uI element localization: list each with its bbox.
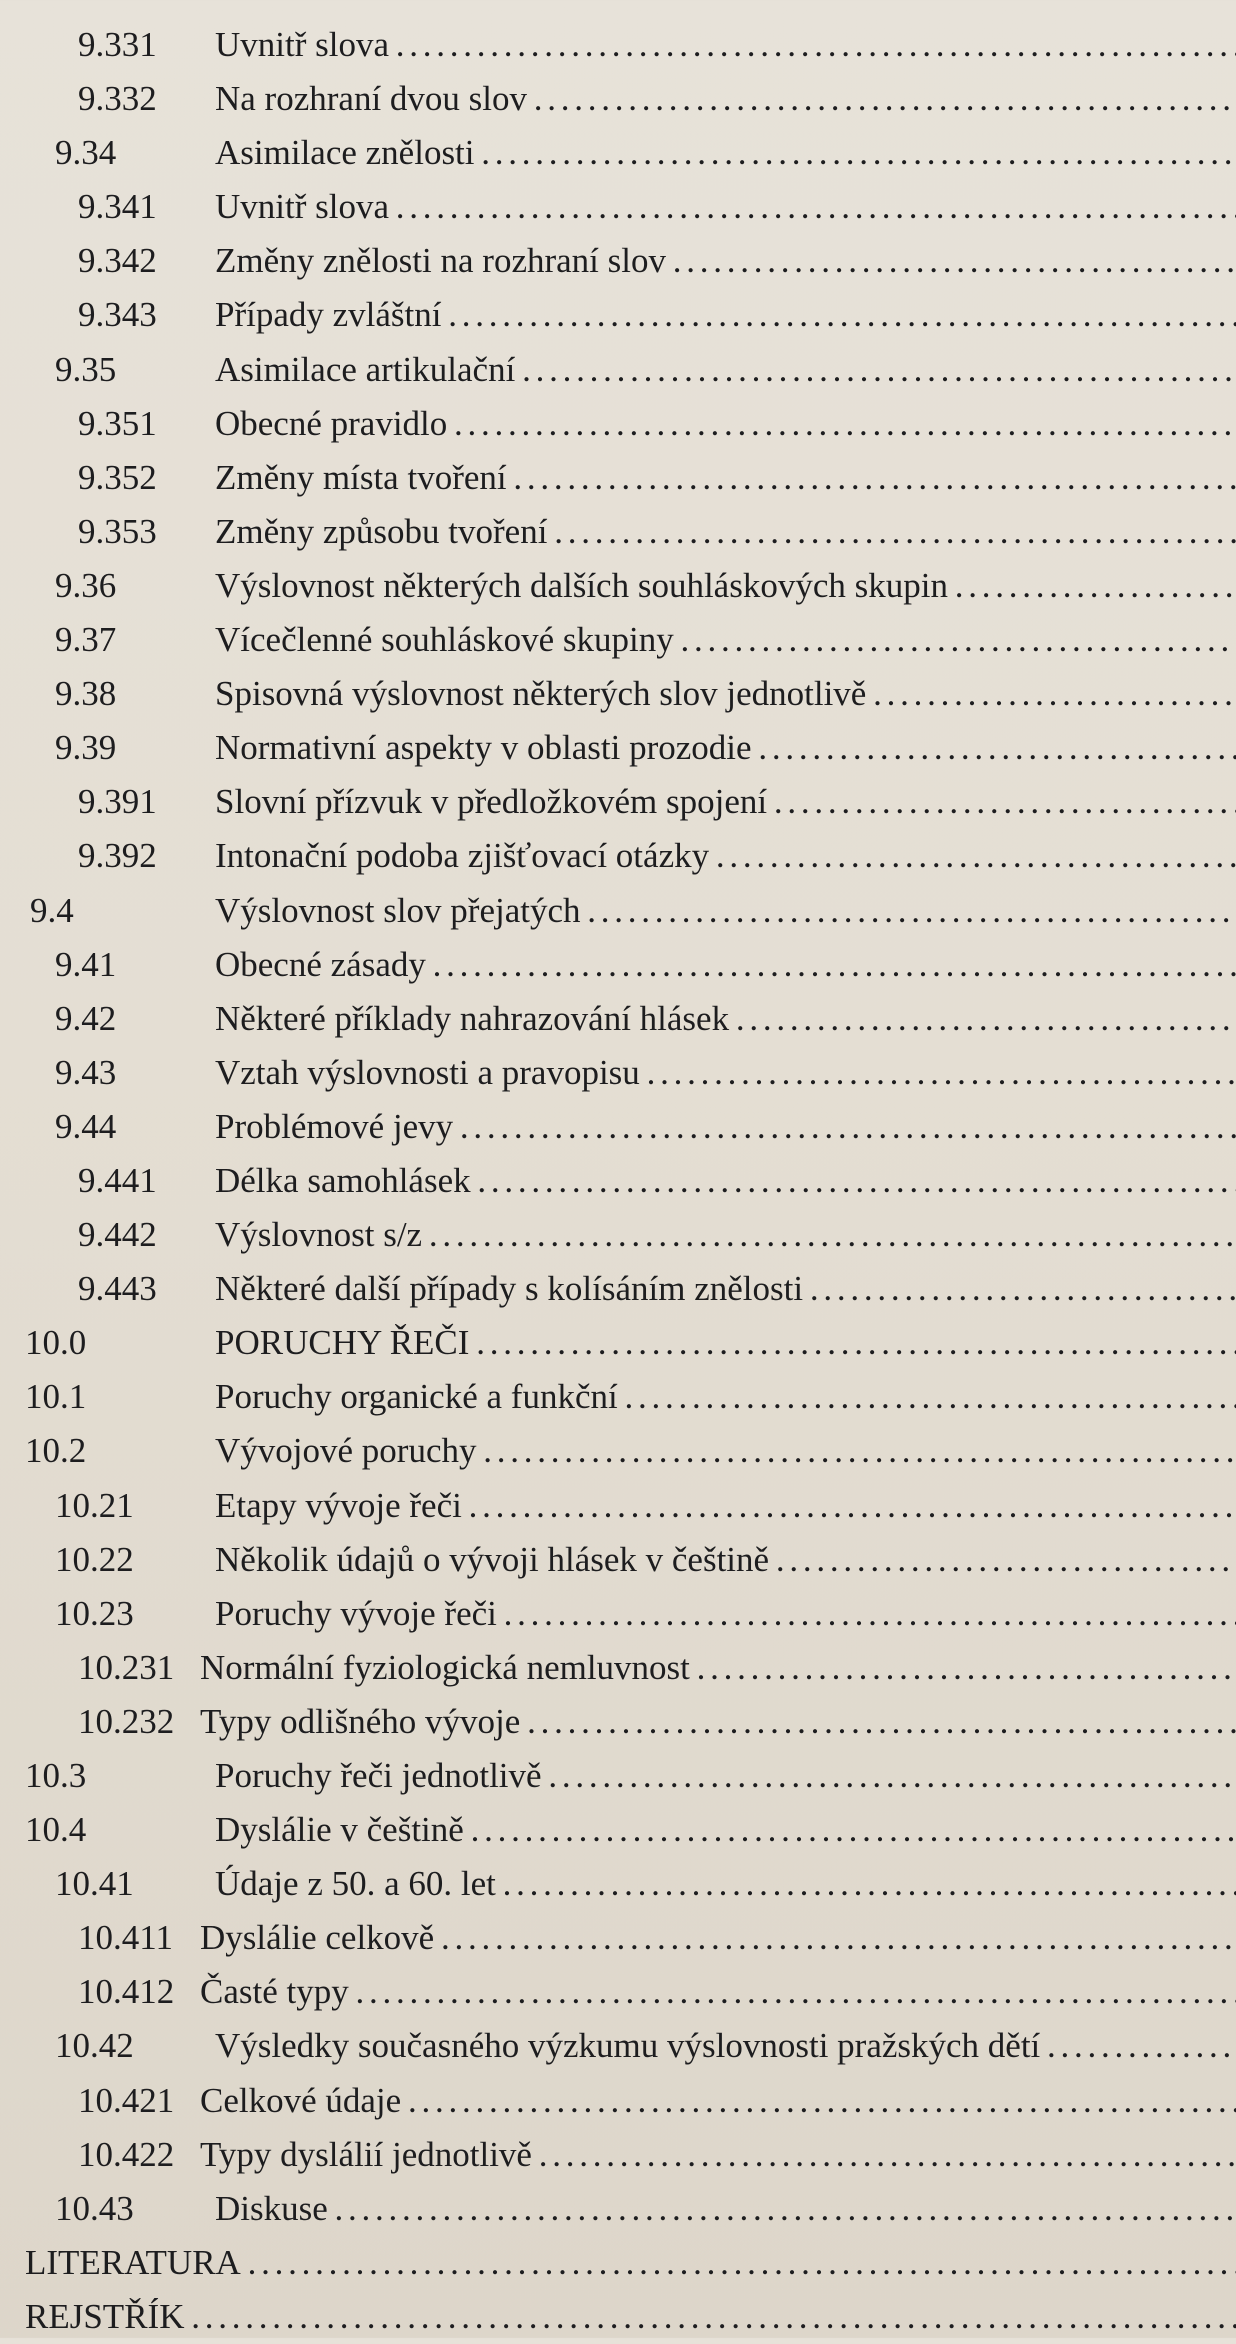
toc-entry <box>0 72 1236 126</box>
toc-title: PORUCHY ŘEČI . . . <box>215 1316 1236 1370</box>
toc-number: 9.341 <box>78 187 157 227</box>
toc-number: 9.391 <box>78 782 157 822</box>
toc-title: Problémové jevy . . . <box>215 1100 1236 1154</box>
toc-entry <box>0 2019 1236 2073</box>
toc-entry <box>0 1587 1236 1641</box>
toc-number: 10.3 <box>25 1756 87 1795</box>
toc-title: Dyslálie celkově . . . <box>200 1911 1236 1965</box>
toc-number: 9.37 <box>55 620 117 660</box>
toc-title: Asimilace artikulační . . . <box>215 343 1236 397</box>
toc-entry <box>0 1857 1236 1911</box>
toc-entry <box>0 1154 1236 1208</box>
toc-title: Časté typy . . . <box>200 1965 1236 2019</box>
toc-title: Obecné zásady . . . <box>215 938 1236 992</box>
toc-title: REJSTŘÍK . . . <box>25 2290 1236 2344</box>
toc-number: 9.353 <box>78 511 157 551</box>
toc-number: 9.39 <box>55 728 117 768</box>
toc-title: Vícečlenné souhláskové skupiny . . . <box>215 613 1236 667</box>
toc-number: 9.441 <box>78 1160 157 1200</box>
toc-entry <box>0 1262 1236 1316</box>
toc-number: 9.34 <box>55 133 117 173</box>
toc-number: 10.22 <box>55 1539 134 1579</box>
toc-number: 9.41 <box>55 944 117 984</box>
toc-title: Výsledky současného výzkumu výslovnosti pražských dětí . . . <box>215 2019 1236 2073</box>
toc-number: 9.351 <box>78 403 157 443</box>
toc-title: Uvnitř slova . . . <box>215 180 1236 234</box>
toc-entry <box>0 829 1236 883</box>
toc-number: 9.44 <box>55 1106 117 1146</box>
toc-entry <box>0 505 1236 559</box>
toc-title: Celkové údaje . . . <box>200 2074 1236 2128</box>
toc-entry <box>0 288 1236 342</box>
toc-number: 9.442 <box>78 1215 157 1255</box>
toc-entry <box>0 2074 1236 2128</box>
toc-title: Etapy vývoje řeči . . . <box>215 1479 1236 1533</box>
toc-title: Změny místa tvoření . . . <box>215 451 1236 505</box>
toc-title: Několik údajů o vývoji hlásek v češtině . . . <box>215 1533 1236 1587</box>
toc-entry <box>0 667 1236 721</box>
toc-entry <box>0 938 1236 992</box>
toc-entry <box>0 18 1236 72</box>
toc-title: Některé příklady nahrazování hlásek . . . <box>215 992 1236 1046</box>
toc-title: Změny znělosti na rozhraní slov . . . <box>215 234 1236 288</box>
toc-title: Typy dyslálií jednotlivě . . . <box>200 2128 1236 2182</box>
toc-entry <box>0 234 1236 288</box>
toc-title: Spisovná výslovnost některých slov jednotlivě . . . <box>215 667 1236 721</box>
toc-entry <box>0 180 1236 234</box>
toc-title: Na rozhraní dvou slov . . . <box>215 72 1236 126</box>
toc-title: Poruchy organické a funkční . . . <box>215 1370 1236 1424</box>
toc-entry <box>0 1695 1236 1749</box>
toc-entry <box>0 1479 1236 1533</box>
toc-number: 9.43 <box>55 1052 117 1092</box>
toc-title: Asimilace znělosti . . . <box>215 126 1236 180</box>
toc-entry <box>0 1911 1236 1965</box>
toc-number: 9.332 <box>78 79 157 119</box>
toc-entry <box>0 1533 1236 1587</box>
toc-title: Poruchy vývoje řeči . . . <box>215 1587 1236 1641</box>
toc-entry <box>0 1749 1236 1803</box>
toc-title: Slovní přízvuk v předložkovém spojení . . . <box>215 775 1236 829</box>
toc-title: Vztah výslovnosti a pravopisu . . . <box>215 1046 1236 1100</box>
toc-entry <box>0 992 1236 1046</box>
toc-number: 10.232 <box>78 1701 175 1741</box>
toc-entry <box>0 1208 1236 1262</box>
toc-number: 9.35 <box>55 349 117 389</box>
toc-number: 9.36 <box>55 565 117 605</box>
toc-title: Případy zvláštní . . . <box>215 288 1236 342</box>
toc-title: Obecné pravidlo . . . <box>215 397 1236 451</box>
toc-number: 10.1 <box>25 1377 87 1417</box>
toc-title: Normální fyziologická nemluvnost . . . <box>200 1641 1236 1695</box>
toc-entry <box>0 775 1236 829</box>
toc-title: Dyslálie v češtině . . . <box>215 1803 1236 1857</box>
toc-entry <box>0 2236 1236 2290</box>
toc-title: Výslovnost slov přejatých . . . <box>215 884 1236 938</box>
toc-number: 10.42 <box>55 2026 134 2066</box>
toc-title: Intonační podoba zjišťovací otázky . . . <box>215 829 1236 883</box>
toc-number: 10.422 <box>78 2134 175 2174</box>
toc-title: Vývojové poruchy . . . <box>215 1424 1236 1478</box>
toc-title: Výslovnost s/z . . . <box>215 1208 1236 1262</box>
toc-title: Poruchy řeči jednotlivě . . . <box>215 1749 1236 1803</box>
toc-entry <box>0 613 1236 667</box>
toc-entry <box>0 1316 1236 1370</box>
toc-title: Údaje z 50. a 60. let . . . <box>215 1857 1236 1911</box>
toc-title: Diskuse . . . <box>215 2182 1236 2236</box>
toc-entry <box>0 451 1236 505</box>
toc-number: 10.2 <box>25 1431 87 1471</box>
toc-entry <box>0 2182 1236 2236</box>
toc-number: 10.43 <box>55 2188 134 2228</box>
toc-number: 10.41 <box>55 1864 134 1904</box>
toc-number: 9.392 <box>78 836 157 876</box>
toc-entry <box>0 397 1236 451</box>
toc-number: 10.4 <box>25 1810 87 1850</box>
toc-title: Změny způsobu tvoření . . . <box>215 505 1236 559</box>
toc-entry <box>0 1370 1236 1424</box>
toc-entry <box>0 1641 1236 1695</box>
toc-number: 10.421 <box>78 2080 175 2120</box>
toc-entry <box>0 1803 1236 1857</box>
toc-entry <box>0 343 1236 397</box>
toc-number: 10.23 <box>55 1593 134 1633</box>
toc-entry <box>0 721 1236 775</box>
toc-number: 9.42 <box>55 998 117 1038</box>
toc-entry <box>0 2290 1236 2344</box>
toc-title: Výslovnost některých dalších souhláskových skupin . . . <box>215 559 1236 613</box>
toc-number: 10.21 <box>55 1485 134 1525</box>
toc-title: Normativní aspekty v oblasti prozodie . . . <box>215 721 1236 775</box>
toc-number: 9.4 <box>30 890 74 930</box>
toc-title: Délka samohlásek . . . <box>215 1154 1236 1208</box>
toc-entry <box>0 1965 1236 2019</box>
toc-number: 9.352 <box>78 457 157 497</box>
toc-number: 9.343 <box>78 295 157 335</box>
toc-entry <box>0 2128 1236 2182</box>
toc-title: Typy odlišného vývoje . . . <box>200 1695 1236 1749</box>
toc-entry <box>0 1424 1236 1478</box>
toc-title: Některé další případy s kolísáním znělosti . . . <box>215 1262 1236 1316</box>
toc-number: 9.443 <box>78 1269 157 1309</box>
toc-entry <box>0 126 1236 180</box>
toc-number: 10.231 <box>78 1647 175 1687</box>
toc-entry <box>0 559 1236 613</box>
toc-entry <box>0 1046 1236 1100</box>
toc-number: 10.412 <box>78 1972 175 2012</box>
toc-title: Uvnitř slova . . . <box>215 18 1236 72</box>
toc-entry <box>0 884 1236 938</box>
toc-number: 9.331 <box>78 25 157 64</box>
toc-number: 9.38 <box>55 674 117 714</box>
toc-number: 10.411 <box>78 1918 173 1958</box>
toc-number: 9.342 <box>78 241 157 281</box>
table-of-contents <box>0 18 1236 2344</box>
toc-number: 10.0 <box>25 1323 87 1363</box>
toc-entry <box>0 1100 1236 1154</box>
toc-title: LITERATURA . . . <box>25 2236 1236 2290</box>
